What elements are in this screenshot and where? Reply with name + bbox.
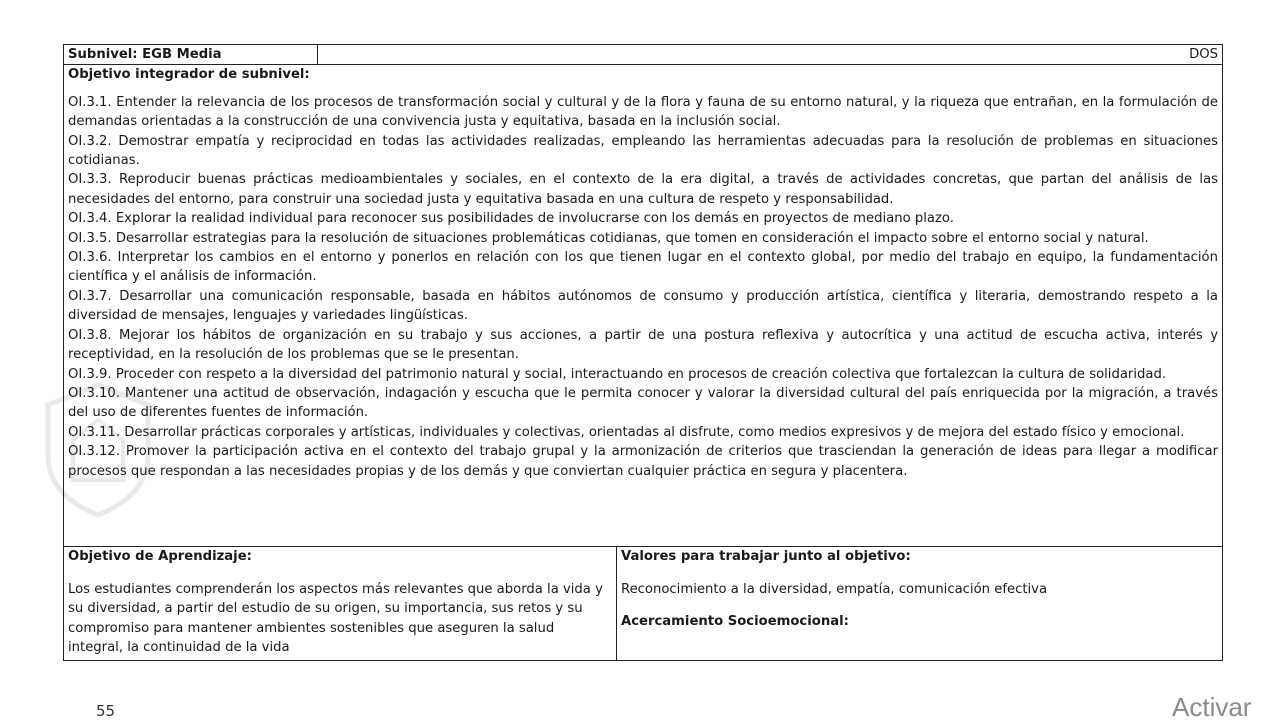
acercamiento-title: Acercamiento Socioemocional: <box>621 614 849 630</box>
objective-item: OI.3.9. Proceder con respeto a la diversidad del patrimonio natural y social, interactuando en procesos de creación colectiva que fortalezcan la cultura de solidaridad. <box>68 366 1167 382</box>
objective-item: OI.3.11. Desarrollar prácticas corporales y artísticas, individuales y colectivas, orientadas al disfrute, como medios expresivos y de mejora del estado físico y emocional. <box>68 424 1185 440</box>
aprendizaje-text: Los estudiantes comprenderán los aspectos más relevantes que aborda la vida y su diversidad, a partir del estudio de su origen, su importancia, sus retos y su compromiso para mantener ambientes sostenibles que aseguren la salud integral, la continuidad de la vida <box>68 581 603 656</box>
activation-overlay-text: Activar <box>1172 692 1252 722</box>
objective-item: OI.3.7. Desarrollar una comunicación responsable, basada en hábitos autónomos de consumo y producción artística, científica y literaria, demostrando respeto a la diversidad de mensajes, lenguajes y variedades lingüísticas. <box>68 288 1218 324</box>
aprendizaje-cell <box>64 547 617 661</box>
objective-item: OI.3.4. Explorar la realidad individual para reconocer sus posibilidades de involucrarse con los demás en proyectos de mediano plazo. <box>68 211 954 227</box>
aprendizaje-title: Objetivo de Aprendizaje: <box>68 549 252 565</box>
valores-title: Valores para trabajar junto al objetivo: <box>621 549 911 565</box>
objective-item: OI.3.6. Interpretar los cambios en el entorno y ponerlos en relación con los que tienen lugar en el contexto global, por medio del trabajo en equipo, la fundamentación científica y el análisis de información. <box>68 250 1218 285</box>
objective-item: OI.3.5. Desarrollar estrategias para la resolución de situaciones problemáticas cotidianas, que tomen en consideración el impacto sobre el entorno social y natural. <box>68 230 1149 246</box>
subnivel-label: Subnivel: EGB Media <box>64 45 318 65</box>
objective-item: OI.3.3. Reproducir buenas prácticas medioambientales y sociales, en el contexto de la era digital, a través de actividades concretas, que partan del análisis de las necesidades del entorno, para construir una sociedad justa y equitativa basada en una cultura de respeto y responsabilidad. <box>68 172 1218 207</box>
integrador-title: Objetivo integrador de subnivel: <box>68 67 310 83</box>
grade-label: DOS <box>318 45 1223 65</box>
objective-item: OI.3.12. Promover la participación activa en el contexto del trabajo grupal y la armonización de criterios que trasciendan la generación de ideas para llegar a modificar procesos que respondan a las necesidades propias y de los demás y que conviertan cualquier práctica en segura y placentera. <box>68 444 1218 479</box>
valores-cell <box>617 547 1223 661</box>
header-row <box>64 45 1223 65</box>
valores-text: Reconocimiento a la diversidad, empatía, comunicación efectiva <box>621 581 1048 597</box>
objective-item: OI.3.8. Mejorar los hábitos de organización en su trabajo y sus acciones, a partir de una postura reflexiva y autocrítica y una actitud de escucha activa, interés y receptividad, en la resolución de los problemas que se le presentan. <box>68 327 1218 363</box>
bottom-row <box>64 547 1223 661</box>
objective-item: OI.3.1. Entender la relevancia de los procesos de transformación social y cultural y de la flora y fauna de su entorno natural, y la riqueza que entrañan, en la formulación de demandas orientadas a la construcción de una convivencia justa y equitativa, basada en la inclusión social. <box>68 94 1218 130</box>
integrador-row <box>64 65 1223 547</box>
objective-item: OI.3.10. Mantener una actitud de observación, indagación y escucha que le permita conocer y valorar la diversidad cultural del país enriquecida por la migración, a través del uso de diferentes fuentes de información. <box>68 385 1218 421</box>
page-number: 55 <box>96 702 116 720</box>
objective-item: OI.3.2. Demostrar empatía y reciprocidad en todas las actividades realizadas, empleando las herramientas adecuadas para la resolución de problemas en situaciones cotidianas. <box>68 133 1218 169</box>
integrador-cell <box>64 65 1223 547</box>
curriculum-table <box>63 44 1223 661</box>
integrador-list <box>68 93 1218 481</box>
